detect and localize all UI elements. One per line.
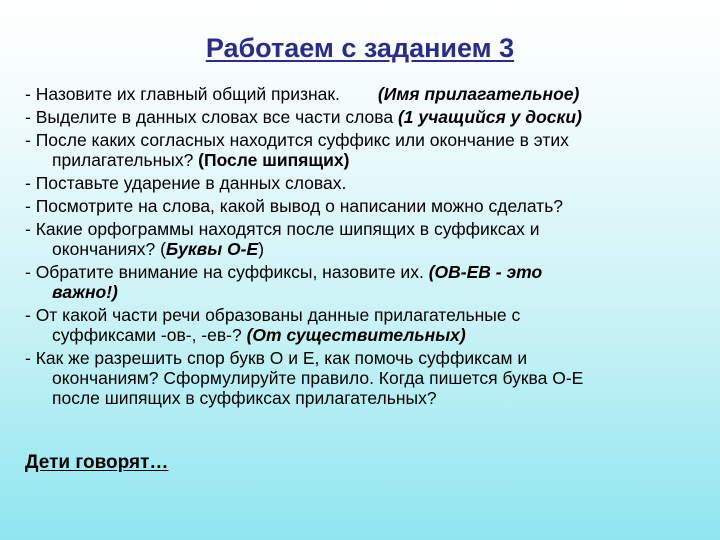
question-text: - Назовите их главный общий признак. [25, 84, 340, 104]
page-title: Работаем с заданием 3 [205, 33, 515, 63]
footer-heading: Дети говорят… [25, 452, 169, 473]
question-text: окончаниях? ( [52, 239, 166, 259]
list-item [25, 173, 705, 193]
list-item [25, 130, 705, 170]
answer-text: (ОВ-ЕВ - это [428, 262, 543, 282]
list-item [25, 348, 705, 408]
question-text: суффиксами -ов-, -ев-? [52, 325, 247, 345]
answer-text: (От существительных) [246, 325, 466, 345]
answer-text: Буквы О-Е [165, 239, 259, 259]
question-text: ) [258, 239, 265, 259]
list-item [25, 196, 705, 216]
list-item [25, 262, 705, 302]
question-text: - От какой части речи образованы данные прилагательные с [25, 305, 521, 325]
list-item [25, 305, 705, 345]
answer-text: (1 учащийся у доски) [397, 107, 582, 127]
question-text: - Как же разрешить спор букв О и Е, как помочь суффиксам и [25, 348, 528, 368]
question-text: - Посмотрите на слова, какой вывод о написании можно сделать? [25, 196, 564, 216]
question-text: - После каких согласных находится суффикс или окончание в этих [25, 130, 569, 150]
list-item [25, 219, 705, 259]
question-text: - Выделите в данных словах все части слова [25, 107, 398, 127]
answer-text: (Имя прилагательное) [377, 84, 580, 104]
answer-text: (После шипящих) [198, 150, 350, 170]
list-item [25, 107, 705, 127]
question-text: - Поставьте ударение в данных словах. [25, 173, 347, 193]
list-item [25, 84, 705, 104]
question-list [25, 84, 705, 411]
answer-text: важно!) [52, 282, 118, 302]
question-text: - Обратите внимание на суффиксы, назовите их. [25, 262, 429, 282]
question-text: окончаниям? Сформулируйте правило. Когда пишется буква О-Е [52, 368, 584, 388]
question-text: прилагательных? [52, 150, 199, 170]
question-text: - Какие орфограммы находятся после шипящих в суффиксах и [25, 219, 540, 239]
question-text: после шипящих в суффиксах прилагательных? [52, 388, 437, 408]
